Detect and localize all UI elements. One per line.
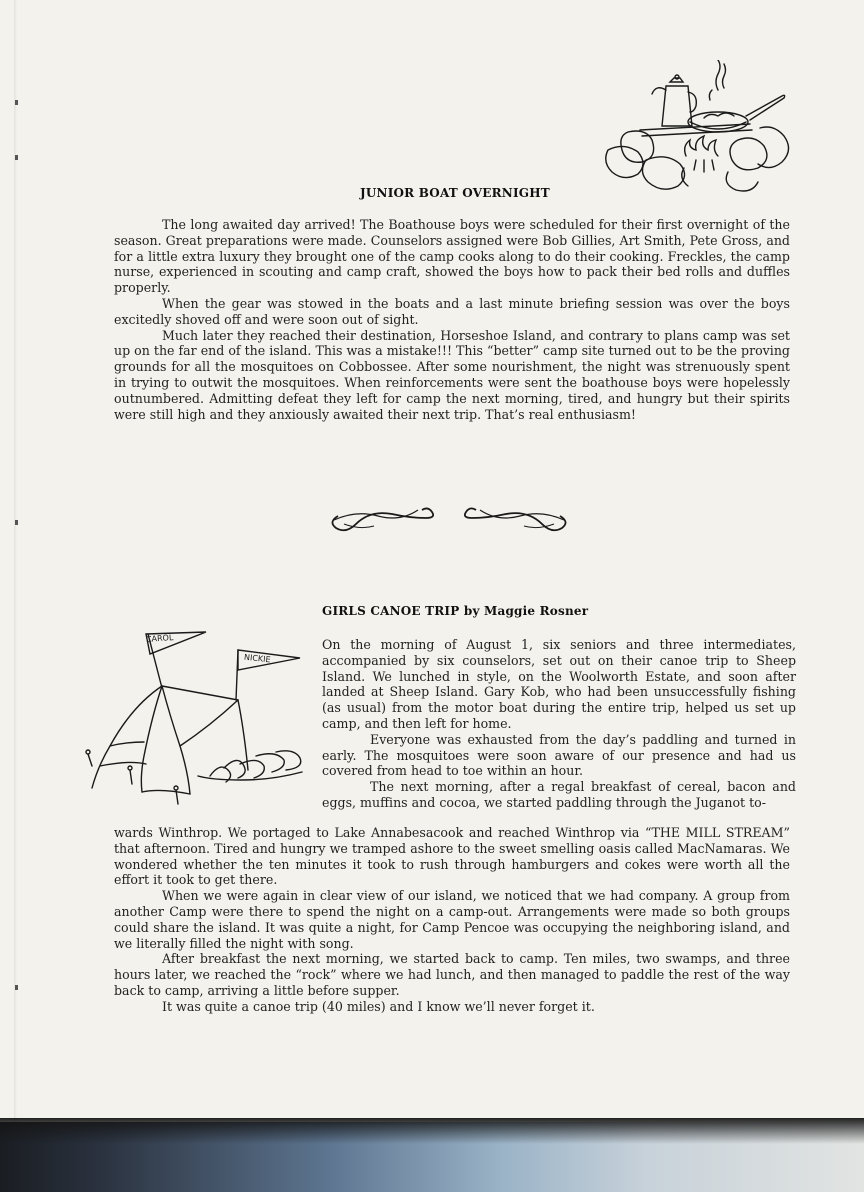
binding-mark (15, 520, 18, 525)
article-title (322, 604, 588, 618)
paragraph: After breakfast the next morning, we started back to camp. Ten miles, two swamps, and three hours later, we reached the “rock” where we had lunch, and then managed to paddle the rest of the way back to camp, arriving a little before supper. (114, 951, 790, 998)
page-shadow (0, 1118, 864, 1144)
paragraph: The next morning, after a regal breakfast of cereal, bacon and eggs, muffins and cocoa, we started paddling through the Juganot to- (322, 779, 796, 810)
paragraph: On the morning of August 1, six seniors and three intermediates, accompanied by six counselors, set out on their canoe trip to Sheep Island. We lunched in style, on the Woolworth Estate, and soon after landed at Sheep Island. Gary Kob, who had been unsuccessfully fishing (as usual) from the motor boat during the entire trip, helped us set up camp, and then left for home. (322, 637, 796, 731)
binding-mark (15, 100, 18, 105)
tent-illustration (80, 626, 320, 816)
campfire-cooking-illustration (600, 60, 796, 196)
paragraph: It was quite a canoe trip (40 miles) and I know we’ll never forget it. (162, 998, 595, 1014)
article-title-text: GIRLS CANOE TRIP (322, 604, 460, 618)
article-body-beside-art (322, 637, 796, 811)
article-body-full-width (114, 825, 790, 1015)
article-title: JUNIOR BOAT OVERNIGHT (360, 186, 550, 200)
article-body (114, 217, 790, 422)
paragraph: When the gear was stowed in the boats and a last minute briefing session was over the boys excitedly shoved off and were soon out of sight. (114, 295, 790, 327)
paragraph: The long awaited day arrived! The Boathouse boys were scheduled for their first overnight of the season. Great preparations were made. Counselors assigned were Bob Gillies, Art Smith, Pete Gross, and for a little extra luxury they brought one of the camp cooks along to do their cooking. Freckles, the camp nurse, experienced in scouting and camp craft, showed the boys how to pack their bed rolls and duffles properly. (114, 217, 790, 296)
binding-mark (15, 155, 18, 160)
paragraph: When we were again in clear view of our island, we noticed that we had company. A group from another Camp were there to spend the night on a camp-out. Arrangements were made so both groups could share the island. It was quite a night, for Camp Pencoe was occupying the neighboring island, and we literally filled the night with song. (114, 888, 790, 951)
paragraph: Everyone was exhausted from the day’s paddling and turned in early. The mosquitoes were soon aware of our presence and had us covered from head to toe within an hour. (322, 731, 796, 779)
byline: by Maggie Rosner (463, 604, 589, 618)
paragraph: Much later they reached their destination, Horseshoe Island, and contrary to plans camp was set up on the far end of the island. This was a mistake!!! This “better” camp site turned out to be the proving grounds for all the mosquitoes on Cobbossee. After some nourishment, the night was strenuously spent in trying to outwit the mosquitoes. When reinforcements were sent the boathouse boys were hopelessly outnumbered. Admitting defeat they left for camp the next morning, tired, and hungry but their spirits were still high and they anxiously awaited their next trip. That’s real enthusiasm! (114, 327, 790, 422)
scroll-ornament-left (324, 500, 436, 536)
page-edge (14, 0, 17, 1122)
tent-flag-label: NICKIE (243, 652, 271, 665)
tent-flag-label: CAROL (145, 633, 174, 644)
binding-mark (15, 985, 18, 990)
scroll-ornament-right (462, 500, 574, 536)
paragraph: wards Winthrop. We portaged to Lake Annabesacook and reached Winthrop via “THE MILL STREAM” that afternoon. Tired and hungry we tramped ashore to the sweet smelling oasis called MacNamaras. We wondered whether the ten minutes it took to rush through hamburgers and cokes were worth all the effort it took to get there. (114, 825, 790, 888)
